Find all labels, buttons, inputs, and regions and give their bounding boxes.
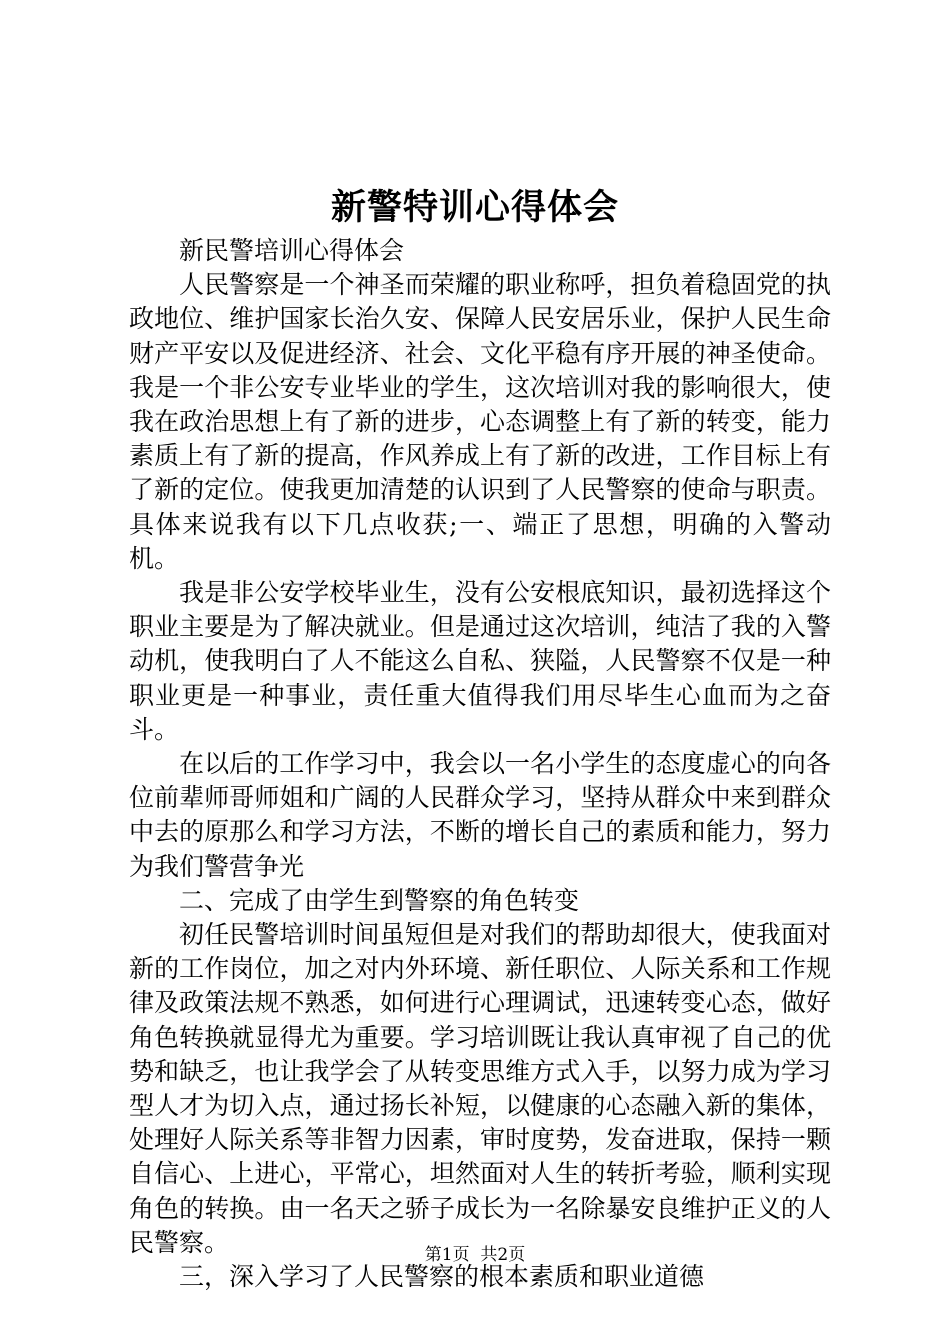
paragraph-future-learning: 在以后的工作学习中，我会以一名小学生的态度虚心的向各位前辈师哥师姐和广阔的人民群众学习，坚持从群众中来到群众中去的原那么和学习方法，不断的增长自己的素质和能力，努力为我们警营争光: [129, 749, 831, 881]
page-footer: [0, 1244, 950, 1266]
page-number: 第1页: [424, 1245, 470, 1265]
section-heading-role-change: 二、完成了由学生到警察的角色转变: [179, 885, 580, 915]
footer-spacer: [470, 1245, 481, 1265]
paragraph-subtitle: 新民警培训心得体会: [179, 236, 405, 265]
paragraph-motivation: 我是非公安学校毕业生，没有公安根底知识，最初选择这个职业主要是为了解决就业。但是通过这次培训，纯洁了我的入警动机，使我明白了人不能这么自私、狭隘，人民警察不仅是一种职业更是一种事业，责任重大值得我们用尽毕生心血而为之奋斗。: [129, 578, 831, 744]
document-body: [129, 234, 831, 1294]
paragraph-role-change: 初任民警培训时间虽短但是对我们的帮助却很大，使我面对新的工作岗位，加之对内外环境、新任职位、人际关系和工作规律及政策法规不熟悉，如何进行心理调试，迅速转变心态，做好角色转换就显得尤为重要。学习培训既让我认真审视了自己的优势和缺乏，也让我学会了从转变思维方式入手，以努力成为学习型人才为切入点，通过扬长补短，以健康的心态融入新的集体，处理好人际关系等非智力因素，审时度势，发奋进取，保持一颗自信心、上进心，平常心，坦然面对人生的转折考验，顺利实现角色的转换。由一名天之骄子成长为一名除暴安良维护正义的人民警察。: [129, 920, 831, 1257]
section-heading-ethics: 三，深入学习了人民警察的根本素质和职业道德: [179, 1262, 705, 1292]
document-title: 新警特训心得体会: [330, 187, 619, 228]
paragraph-introduction: 人民警察是一个神圣而荣耀的职业称呼，担负着稳固党的执政地位、维护国家长治久安、保障人民安居乐业，保护人民生命财产平安以及促进经济、社会、文化平稳有序开展的神圣使命。我是一个非公安专业毕业的学生，这次培训对我的影响很大，使我在政治思想上有了新的进步，心态调整上有了新的转变，能力素质上有了新的提高，作风养成上有了新的改进，工作目标上有了新的定位。使我更加清楚的认识到了人民警察的使命与职责。具体来说我有以下几点收获;一、端正了思想，明确的入警动机。: [129, 270, 831, 573]
page-total: 共2页: [480, 1245, 526, 1265]
